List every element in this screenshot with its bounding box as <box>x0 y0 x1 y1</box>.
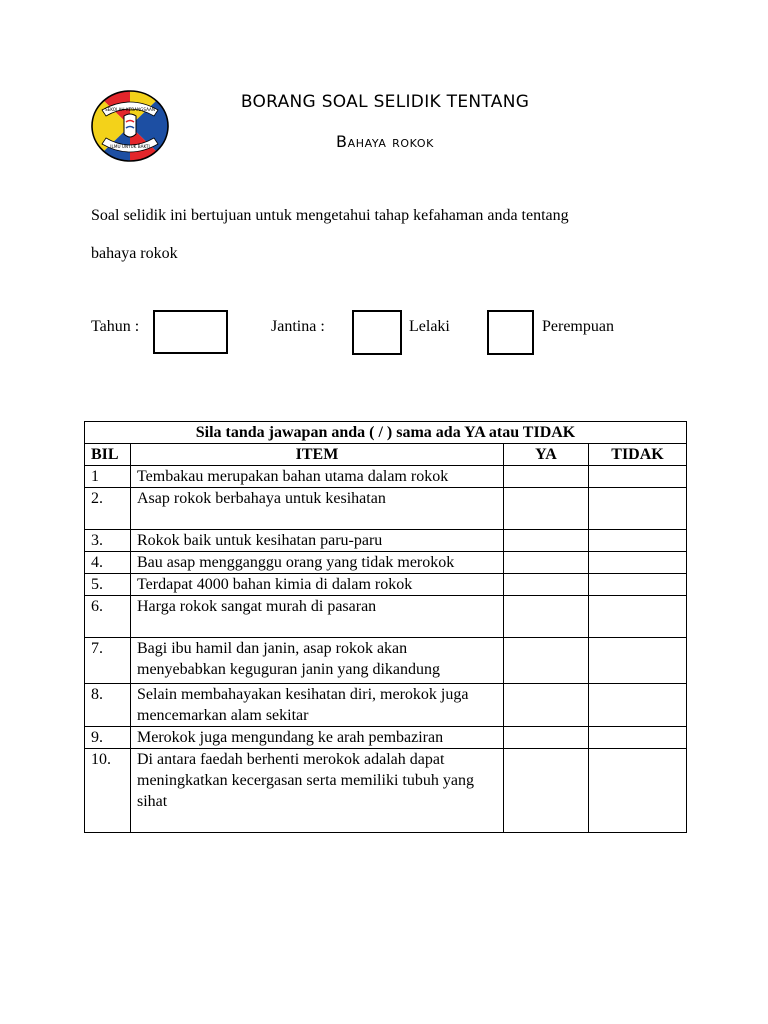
tidak-header: TIDAK <box>589 444 687 466</box>
row-number: 2. <box>85 488 131 530</box>
row-item: Di antara faedah berhenti merokok adalah dapat meningkatkan kecergasan serta memiliki tubuh yang sihat <box>131 749 504 833</box>
table-row <box>85 638 687 684</box>
row-item: Rokok baik untuk kesihatan paru-paru <box>131 530 504 552</box>
table-row <box>85 488 687 530</box>
ya-answer-cell[interactable] <box>504 727 589 749</box>
perempuan-label: Perempuan <box>542 318 614 335</box>
jantina-label: Jantina : <box>271 318 325 335</box>
table-row <box>85 552 687 574</box>
row-number: 3. <box>85 530 131 552</box>
row-item: Merokok juga mengundang ke arah pembaziran <box>131 727 504 749</box>
tidak-answer-cell[interactable] <box>589 638 687 684</box>
row-number: 4. <box>85 552 131 574</box>
intro-line-1: Soal selidik ini bertujuan untuk mengetahui tahap kefahaman anda tentang <box>91 207 569 224</box>
tidak-answer-cell[interactable] <box>589 530 687 552</box>
tidak-answer-cell[interactable] <box>589 488 687 530</box>
table-row <box>85 530 687 552</box>
row-number: 10. <box>85 749 131 833</box>
tidak-answer-cell[interactable] <box>589 727 687 749</box>
tidak-answer-cell[interactable] <box>589 749 687 833</box>
ya-answer-cell[interactable] <box>504 596 589 638</box>
crest-bottom-text: ILMU UNTUK BAKTI <box>110 144 150 149</box>
row-item: Bagi ibu hamil dan janin, asap rokok akan menyebabkan keguguran janin yang dikandung <box>131 638 504 684</box>
table-row <box>85 749 687 833</box>
table-row <box>85 574 687 596</box>
ya-answer-cell[interactable] <box>504 574 589 596</box>
ya-answer-cell[interactable] <box>504 552 589 574</box>
instruction-row <box>85 422 687 444</box>
row-number: 7. <box>85 638 131 684</box>
row-item: Terdapat 4000 bahan kimia di dalam rokok <box>131 574 504 596</box>
instruction-text: Sila tanda jawapan anda ( / ) sama ada YA atau TIDAK <box>85 422 687 444</box>
ya-header: YA <box>504 444 589 466</box>
row-item: Asap rokok berbahaya untuk kesihatan <box>131 488 504 530</box>
ya-answer-cell[interactable] <box>504 638 589 684</box>
item-header: ITEM <box>131 444 504 466</box>
survey-table <box>84 421 687 833</box>
table-row <box>85 684 687 727</box>
ya-answer-cell[interactable] <box>504 488 589 530</box>
row-number: 8. <box>85 684 131 727</box>
bil-header: BIL <box>85 444 131 466</box>
tahun-label: Tahun : <box>91 318 140 335</box>
tidak-answer-cell[interactable] <box>589 552 687 574</box>
row-number: 5. <box>85 574 131 596</box>
ya-answer-cell[interactable] <box>504 684 589 727</box>
tidak-answer-cell[interactable] <box>589 574 687 596</box>
tidak-answer-cell[interactable] <box>589 684 687 727</box>
row-number: 9. <box>85 727 131 749</box>
intro-line-2: bahaya rokok <box>91 245 178 262</box>
lelaki-checkbox[interactable] <box>352 310 402 355</box>
lelaki-label: Lelaki <box>409 318 450 335</box>
ya-answer-cell[interactable] <box>504 530 589 552</box>
row-number: 1 <box>85 466 131 488</box>
table-row <box>85 727 687 749</box>
row-item: Tembakau merupakan bahan utama dalam rokok <box>131 466 504 488</box>
form-title: BORANG SOAL SELIDIK TENTANG <box>240 92 530 112</box>
header-row <box>85 444 687 466</box>
crest-top-text: SEKOLAH KEBANGSAAN <box>104 107 156 112</box>
tidak-answer-cell[interactable] <box>589 596 687 638</box>
row-item: Bau asap mengganggu orang yang tidak merokok <box>131 552 504 574</box>
table-row <box>85 466 687 488</box>
perempuan-checkbox[interactable] <box>487 310 534 355</box>
form-subtitle: Bahaya rokok <box>336 132 434 151</box>
tahun-input-box[interactable] <box>153 310 228 354</box>
row-item: Harga rokok sangat murah di pasaran <box>131 596 504 638</box>
table-row <box>85 596 687 638</box>
row-number: 6. <box>85 596 131 638</box>
row-item: Selain membahayakan kesihatan diri, merokok juga mencemarkan alam sekitar <box>131 684 504 727</box>
ya-answer-cell[interactable] <box>504 749 589 833</box>
ya-answer-cell[interactable] <box>504 466 589 488</box>
tidak-answer-cell[interactable] <box>589 466 687 488</box>
